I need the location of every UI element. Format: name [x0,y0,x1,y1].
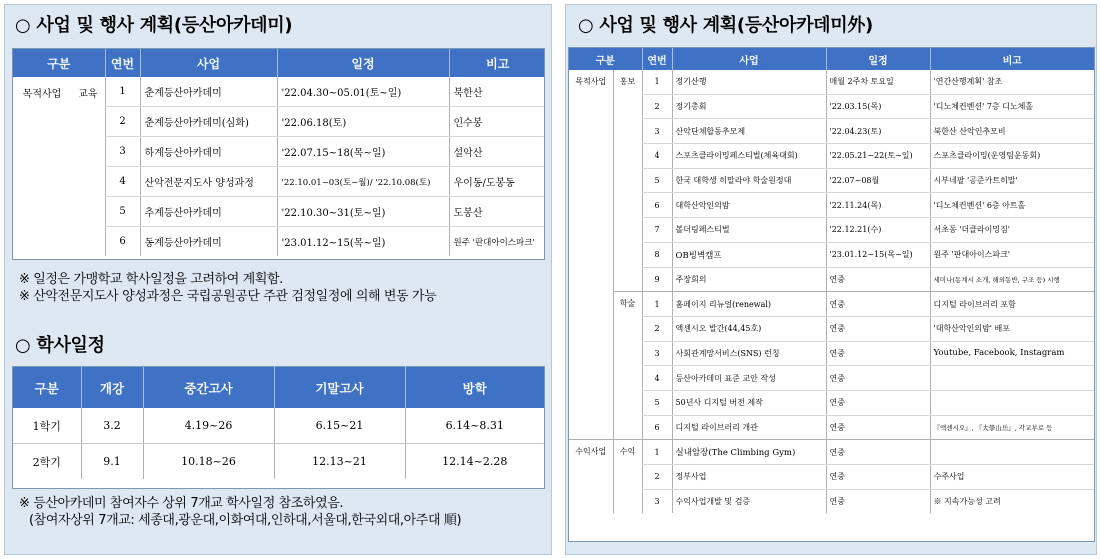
header-number: 연번 [642,48,672,70]
academic-midterm: 10.18~26 [143,444,274,480]
row-number: 8 [642,242,672,267]
note-2: ※ 산악전문지도사 양성과정은 국립공원공단 주관 검정일정에 의해 변동 가능 [19,289,437,304]
note-1: ※ 일정은 가맹학교 학사일정을 고려하여 계획함. [19,272,283,287]
header-category: 구분 [13,49,105,77]
academic-schedule-table [13,367,544,479]
row-number: 5 [105,197,140,227]
remarks: 『액센시오』, 『大學山岳』, 각교부로 등 [930,415,1094,440]
project-name: 동계등산아카데미 [140,227,277,257]
academic-vacation: 12.14~2.28 [405,444,544,480]
remarks: 서초동 '더클라이밍짐' [930,218,1094,243]
left-panel [4,4,552,555]
remarks: 설악산 [449,137,545,167]
footnote-2: (참여자상위 7개교: 세종대,광운대,이화여대,인하대,서울대,한국외대,아주대 順) [29,513,462,528]
remarks: 북한산 산악인추모비 [930,119,1094,144]
header-remarks: 비고 [930,48,1094,70]
row-number: 5 [642,390,672,415]
header-remarks: 비고 [449,49,545,77]
schedule: '22.06.18(토) [277,107,449,137]
table-row [569,144,1094,169]
academic-final: 12.13~21 [274,444,405,480]
remarks: 도봉산 [449,197,545,227]
schedule: 연중 [826,489,930,513]
project-name: 정기산행 [672,70,826,94]
header-number: 연번 [105,49,140,77]
header-project: 사업 [672,48,826,70]
remarks: 원주 '판대아이스파크' [449,227,545,257]
academic-table-box [12,366,545,489]
academic-term: 2학기 [32,455,61,469]
academic-start: 9.1 [81,444,143,480]
schedule: 연중 [826,341,930,366]
event-plan-ext-table [569,48,1094,513]
table-header-row [569,48,1094,70]
table-row [569,119,1094,144]
header-category: 구분 [569,48,642,70]
academic-vacation: 6.14~8.31 [405,408,544,444]
row-number: 1 [642,70,672,94]
row-number: 3 [642,341,672,366]
remarks: 수주사업 [930,465,1094,490]
right-panel [565,4,1097,555]
header-start: 개강 [81,367,143,408]
project-name: 스포츠클라이밍페스티벌(체육대회) [672,144,826,169]
academic-midterm: 4.19~26 [143,408,274,444]
category-cell: 목적사업 [569,70,613,440]
project-name: 주장회의 [672,267,826,292]
schedule: 연중 [826,316,930,341]
remarks: 우이동/도봉동 [449,167,545,197]
schedule: '22.05.21~22(토~일) [826,144,930,169]
row-number: 1 [105,77,140,107]
row-number: 6 [642,193,672,218]
remarks [930,390,1094,415]
schedule: '22.04.23(토) [826,119,930,144]
row-number: 2 [642,316,672,341]
schedule: '22.03.15(목) [826,94,930,119]
project-name: 정부사업 [672,465,826,490]
row-number: 3 [642,119,672,144]
category-cell: 목적사업 [22,89,62,100]
project-name: 산악전문지도사 양성과정 [140,167,277,197]
project-name: 추계등산아카데미 [140,197,277,227]
event-plan-ext-table-box [568,47,1095,542]
category-cell: 수익사업 [575,447,607,457]
row-number: 3 [642,489,672,513]
remarks: Youtube, Facebook, Instagram [930,341,1094,366]
schedule: '23.01.12~15(목~일) [277,227,449,257]
schedule: 매월 2주차 토요일 [826,70,930,94]
project-name: 볼더링페스티벌 [672,218,826,243]
footnote-1: ※ 등산아카데미 참여자수 상위 7개교 학사일정 참조하였음. [19,496,344,511]
header-project: 사업 [140,49,277,77]
academic-title: ○ 학사일정 [15,335,105,356]
project-name: 춘계등산아카데미 [140,77,277,107]
row-number: 2 [105,107,140,137]
remarks: '연간산행계획' 참조 [930,70,1094,94]
remarks: '대학산악인의밤' 배포 [930,316,1094,341]
table-row [569,316,1094,341]
remarks: 북한산 [449,77,545,107]
remarks: 인수봉 [449,107,545,137]
table-row [569,292,1094,317]
row-number: 4 [642,144,672,169]
project-name: 실내암장(The Climbing Gym) [672,440,826,465]
project-name: 디지털 라이브러리 개관 [672,415,826,440]
subcategory-cell: 학술 [613,292,642,440]
header-final: 기말고사 [274,367,405,408]
table-row [569,267,1094,292]
row-number: 3 [105,137,140,167]
schedule: '22.07~08월 [826,168,930,193]
schedule: 연중 [826,292,930,317]
header-schedule: 일정 [826,48,930,70]
remarks: '디노체컨벤션' 6층 아트홀 [930,193,1094,218]
row-number: 6 [642,415,672,440]
remarks: 시부네팔 '공준카트히말' [930,168,1094,193]
subcategory-cell: 홍보 [613,70,642,292]
event-plan-table-box [12,48,545,260]
table-row [13,77,545,107]
table-row [569,242,1094,267]
schedule: 연중 [826,366,930,391]
schedule: '22.07.15~18(목~일) [277,137,449,167]
schedule: '22.12.21(수) [826,218,930,243]
schedule: '22.11.24(목) [826,193,930,218]
left-panel-title: ○ 사업 및 행사 계획(등산아카데미) [15,15,293,36]
row-number: 7 [642,218,672,243]
academic-start: 3.2 [81,408,143,444]
remarks: ※ 지속가능성 고려 [930,489,1094,513]
table-row [569,193,1094,218]
project-name: 산악단체합동추모제 [672,119,826,144]
event-plan-table [13,49,545,256]
table-row [569,168,1094,193]
academic-term: 1학기 [13,408,81,444]
right-panel-title: ○ 사업 및 행사 계획(등산아카데미外) [578,15,873,36]
row-number: 1 [642,292,672,317]
table-row [569,390,1094,415]
table-row [569,465,1094,490]
table-row [13,444,544,480]
remarks: 세미나(동계시 소개, 해외동반, 구조 등) 시행 [930,267,1094,292]
schedule: 연중 [826,390,930,415]
table-row [569,366,1094,391]
header-term: 구분 [13,367,81,408]
header-midterm: 중간고사 [143,367,274,408]
project-name: 사회관계망서비스(SNS) 런칭 [672,341,826,366]
table-row [569,341,1094,366]
remarks [930,366,1094,391]
row-number: 1 [642,440,672,465]
schedule: '23.01.12~15(목~일) [826,242,930,267]
row-number: 6 [105,227,140,257]
subcategory-cell: 교육 [78,89,98,100]
schedule: 연중 [826,465,930,490]
subcategory-cell: 수익 [613,440,642,514]
schedule: 연중 [826,415,930,440]
table-header-row [13,49,545,77]
header-vacation: 방학 [405,367,544,408]
table-row [569,415,1094,440]
table-row [569,94,1094,119]
table-row [569,70,1094,94]
remarks: 원주 '판대아이스파크' [930,242,1094,267]
schedule: '22.10.01~03(토~월)/ '22.10.08(토) [277,167,449,197]
project-name: 정기총회 [672,94,826,119]
project-name: 홈페이지 리뉴얼(renewal) [672,292,826,317]
remarks: 디지털 라이브러리 포함 [930,292,1094,317]
schedule: '22.10.30~31(토~일) [277,197,449,227]
project-name: 춘계등산아카데미(심화) [140,107,277,137]
remarks [930,440,1094,465]
project-name: 수익사업개발 및 검증 [672,489,826,513]
project-name: 등산아카데미 표준 교안 작성 [672,366,826,391]
row-number: 4 [642,366,672,391]
row-number: 9 [642,267,672,292]
project-name: 대학산악인의밤 [672,193,826,218]
schedule: '22.04.30~05.01(토~일) [277,77,449,107]
row-number: 2 [642,465,672,490]
project-name: OB빙벽캠프 [672,242,826,267]
table-row [13,408,544,444]
schedule: 연중 [826,267,930,292]
table-row [569,218,1094,243]
remarks: '디노체컨벤션' 7층 디노체홀 [930,94,1094,119]
table-row [569,440,1094,465]
table-row [569,489,1094,513]
row-number: 2 [642,94,672,119]
header-schedule: 일정 [277,49,449,77]
row-number: 5 [642,168,672,193]
academic-final: 6.15~21 [274,408,405,444]
project-name: 액센시오 발간(44,45호) [672,316,826,341]
project-name: 하계등산아카데미 [140,137,277,167]
remarks: 스포츠클라이밍(운영팀운동회) [930,144,1094,169]
schedule: 연중 [826,440,930,465]
project-name: 한국 대학생 히말라야 학술원정대 [672,168,826,193]
project-name: 50년사 디지털 버전 제작 [672,390,826,415]
table-header-row [13,367,544,408]
row-number: 4 [105,167,140,197]
